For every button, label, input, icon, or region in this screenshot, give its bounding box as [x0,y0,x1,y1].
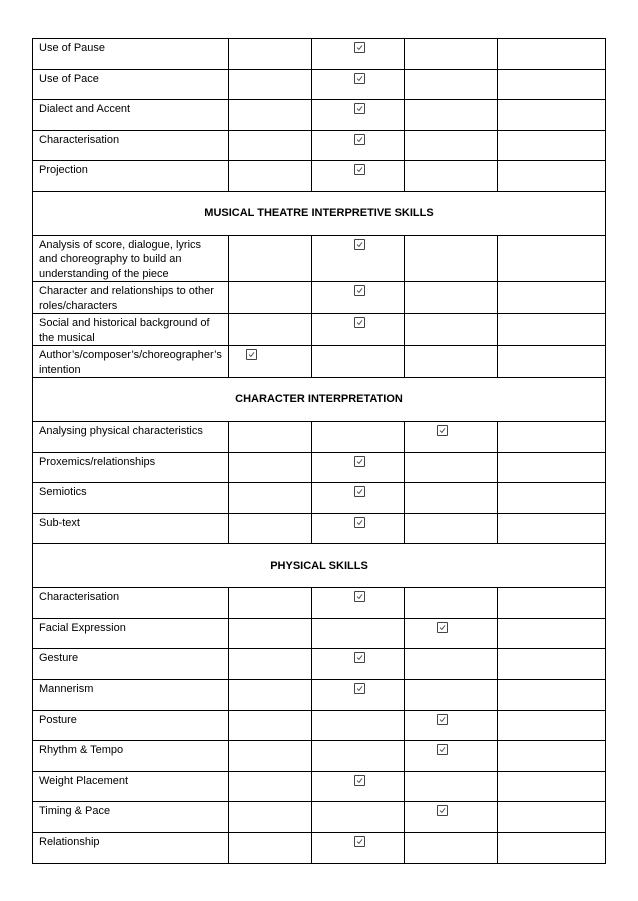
skill-label: Projection [33,161,229,192]
skill-row [33,588,606,619]
skill-row [33,832,606,863]
section-heading-row [33,378,606,422]
skill-label: Author’s/composer’s/choreographer’s intention [33,346,229,378]
checkbox-checked-icon[interactable] [437,744,448,755]
rating-cell-3[interactable] [405,710,498,741]
rating-cell-4[interactable] [498,282,606,314]
skill-row [33,513,606,544]
skill-label: Dialect and Accent [33,100,229,131]
rating-cell-4[interactable] [498,710,606,741]
skill-row [33,346,606,378]
rating-cell-2[interactable] [312,832,405,863]
rating-cell-2[interactable] [312,649,405,680]
rating-cell-4[interactable] [498,161,606,192]
rating-cell-2[interactable] [312,483,405,514]
rating-cell-1[interactable] [229,680,312,711]
section-heading: CHARACTER INTERPRETATION [33,378,606,422]
rating-cell-4[interactable] [498,802,606,833]
rating-cell-4[interactable] [498,771,606,802]
checkbox-checked-icon[interactable] [437,714,448,725]
skill-label: Posture [33,710,229,741]
skill-row [33,741,606,772]
checkbox-checked-icon[interactable] [437,622,448,633]
checkbox-checked-icon[interactable] [437,425,448,436]
assessment-sheet [32,38,605,864]
checkbox-checked-icon[interactable] [354,134,365,145]
rating-cell-2[interactable] [312,130,405,161]
rating-cell-4[interactable] [498,513,606,544]
skill-row [33,649,606,680]
rating-cell-2[interactable] [312,802,405,833]
section-heading-row [33,544,606,588]
skill-row [33,314,606,346]
rating-cell-2[interactable] [312,710,405,741]
skill-label: Characterisation [33,588,229,619]
skills-table [32,38,606,864]
rating-cell-3[interactable] [405,346,498,378]
skill-row [33,282,606,314]
skill-label: Semiotics [33,483,229,514]
rating-cell-3[interactable] [405,483,498,514]
skill-label: Gesture [33,649,229,680]
rating-cell-1[interactable] [229,513,312,544]
rating-cell-3[interactable] [405,161,498,192]
skill-label: Sub-text [33,513,229,544]
rating-cell-3[interactable] [405,771,498,802]
rating-cell-2[interactable] [312,346,405,378]
rating-cell-1[interactable] [229,130,312,161]
skill-row [33,422,606,453]
rating-cell-1[interactable] [229,483,312,514]
rating-cell-1[interactable] [229,282,312,314]
checkbox-checked-icon[interactable] [354,683,365,694]
skill-row [33,161,606,192]
rating-cell-3[interactable] [405,69,498,100]
rating-cell-1[interactable] [229,39,312,70]
rating-cell-2[interactable] [312,100,405,131]
rating-cell-3[interactable] [405,100,498,131]
checkbox-checked-icon[interactable] [354,652,365,663]
skill-label: Proxemics/relationships [33,452,229,483]
checkbox-checked-icon[interactable] [354,775,365,786]
rating-cell-3[interactable] [405,588,498,619]
rating-cell-4[interactable] [498,832,606,863]
skill-row [33,802,606,833]
skill-row [33,100,606,131]
skill-row [33,483,606,514]
skill-label: Analysis of score, dialogue, lyrics and choreography to build an understanding of the piece [33,235,229,282]
rating-cell-2[interactable] [312,422,405,453]
rating-cell-4[interactable] [498,483,606,514]
skill-label: Facial Expression [33,618,229,649]
rating-cell-3[interactable] [405,680,498,711]
rating-cell-4[interactable] [498,618,606,649]
rating-cell-1[interactable] [229,346,312,378]
rating-cell-1[interactable] [229,314,312,346]
rating-cell-1[interactable] [229,100,312,131]
rating-cell-2[interactable] [312,741,405,772]
checkbox-checked-icon[interactable] [354,42,365,53]
rating-cell-1[interactable] [229,741,312,772]
rating-cell-4[interactable] [498,649,606,680]
rating-cell-4[interactable] [498,588,606,619]
checkbox-checked-icon[interactable] [354,239,365,250]
rating-cell-2[interactable] [312,680,405,711]
skill-row [33,771,606,802]
rating-cell-1[interactable] [229,832,312,863]
rating-cell-1[interactable] [229,69,312,100]
rating-cell-3[interactable] [405,618,498,649]
skill-row [33,235,606,282]
skill-label: Characterisation [33,130,229,161]
checkbox-checked-icon[interactable] [246,349,257,360]
checkbox-checked-icon[interactable] [354,486,365,497]
section-heading-row [33,191,606,235]
rating-cell-3[interactable] [405,452,498,483]
rating-cell-4[interactable] [498,680,606,711]
rating-cell-2[interactable] [312,235,405,282]
skill-label: Use of Pause [33,39,229,70]
skill-row [33,710,606,741]
rating-cell-1[interactable] [229,452,312,483]
rating-cell-2[interactable] [312,588,405,619]
skill-row [33,452,606,483]
checkbox-checked-icon[interactable] [354,164,365,175]
rating-cell-4[interactable] [498,235,606,282]
rating-cell-1[interactable] [229,588,312,619]
rating-cell-3[interactable] [405,802,498,833]
rating-cell-1[interactable] [229,771,312,802]
rating-cell-2[interactable] [312,314,405,346]
skill-label: Analysing physical characteristics [33,422,229,453]
rating-cell-4[interactable] [498,452,606,483]
rating-cell-4[interactable] [498,741,606,772]
skill-label: Rhythm & Tempo [33,741,229,772]
skill-label: Social and historical background of the musical [33,314,229,346]
rating-cell-2[interactable] [312,513,405,544]
checkbox-checked-icon[interactable] [354,456,365,467]
section-heading: PHYSICAL SKILLS [33,544,606,588]
checkbox-checked-icon[interactable] [437,805,448,816]
rating-cell-4[interactable] [498,100,606,131]
rating-cell-2[interactable] [312,282,405,314]
rating-cell-2[interactable] [312,39,405,70]
rating-cell-3[interactable] [405,513,498,544]
rating-cell-1[interactable] [229,618,312,649]
rating-cell-4[interactable] [498,69,606,100]
skill-label: Timing & Pace [33,802,229,833]
skill-label: Mannerism [33,680,229,711]
rating-cell-3[interactable] [405,39,498,70]
skill-row [33,69,606,100]
rating-cell-3[interactable] [405,832,498,863]
skill-row [33,39,606,70]
skill-row [33,618,606,649]
rating-cell-1[interactable] [229,161,312,192]
rating-cell-3[interactable] [405,741,498,772]
skill-row [33,130,606,161]
rating-cell-4[interactable] [498,422,606,453]
rating-cell-2[interactable] [312,618,405,649]
rating-cell-2[interactable] [312,161,405,192]
rating-cell-4[interactable] [498,130,606,161]
skill-label: Relationship [33,832,229,863]
rating-cell-3[interactable] [405,282,498,314]
rating-cell-3[interactable] [405,314,498,346]
checkbox-checked-icon[interactable] [354,317,365,328]
rating-cell-2[interactable] [312,771,405,802]
checkbox-checked-icon[interactable] [354,73,365,84]
skill-row [33,680,606,711]
checkbox-checked-icon[interactable] [354,836,365,847]
rating-cell-1[interactable] [229,710,312,741]
rating-cell-1[interactable] [229,235,312,282]
rating-cell-3[interactable] [405,130,498,161]
rating-cell-4[interactable] [498,39,606,70]
rating-cell-3[interactable] [405,649,498,680]
rating-cell-3[interactable] [405,235,498,282]
rating-cell-4[interactable] [498,346,606,378]
checkbox-checked-icon[interactable] [354,103,365,114]
section-heading: MUSICAL THEATRE INTERPRETIVE SKILLS [33,191,606,235]
rating-cell-4[interactable] [498,314,606,346]
checkbox-checked-icon[interactable] [354,517,365,528]
rating-cell-3[interactable] [405,422,498,453]
checkbox-checked-icon[interactable] [354,285,365,296]
rating-cell-1[interactable] [229,649,312,680]
rating-cell-2[interactable] [312,452,405,483]
skill-label: Weight Placement [33,771,229,802]
skill-label: Use of Pace [33,69,229,100]
rating-cell-1[interactable] [229,422,312,453]
rating-cell-2[interactable] [312,69,405,100]
checkbox-checked-icon[interactable] [354,591,365,602]
skill-label: Character and relationships to other roles/characters [33,282,229,314]
rating-cell-1[interactable] [229,802,312,833]
